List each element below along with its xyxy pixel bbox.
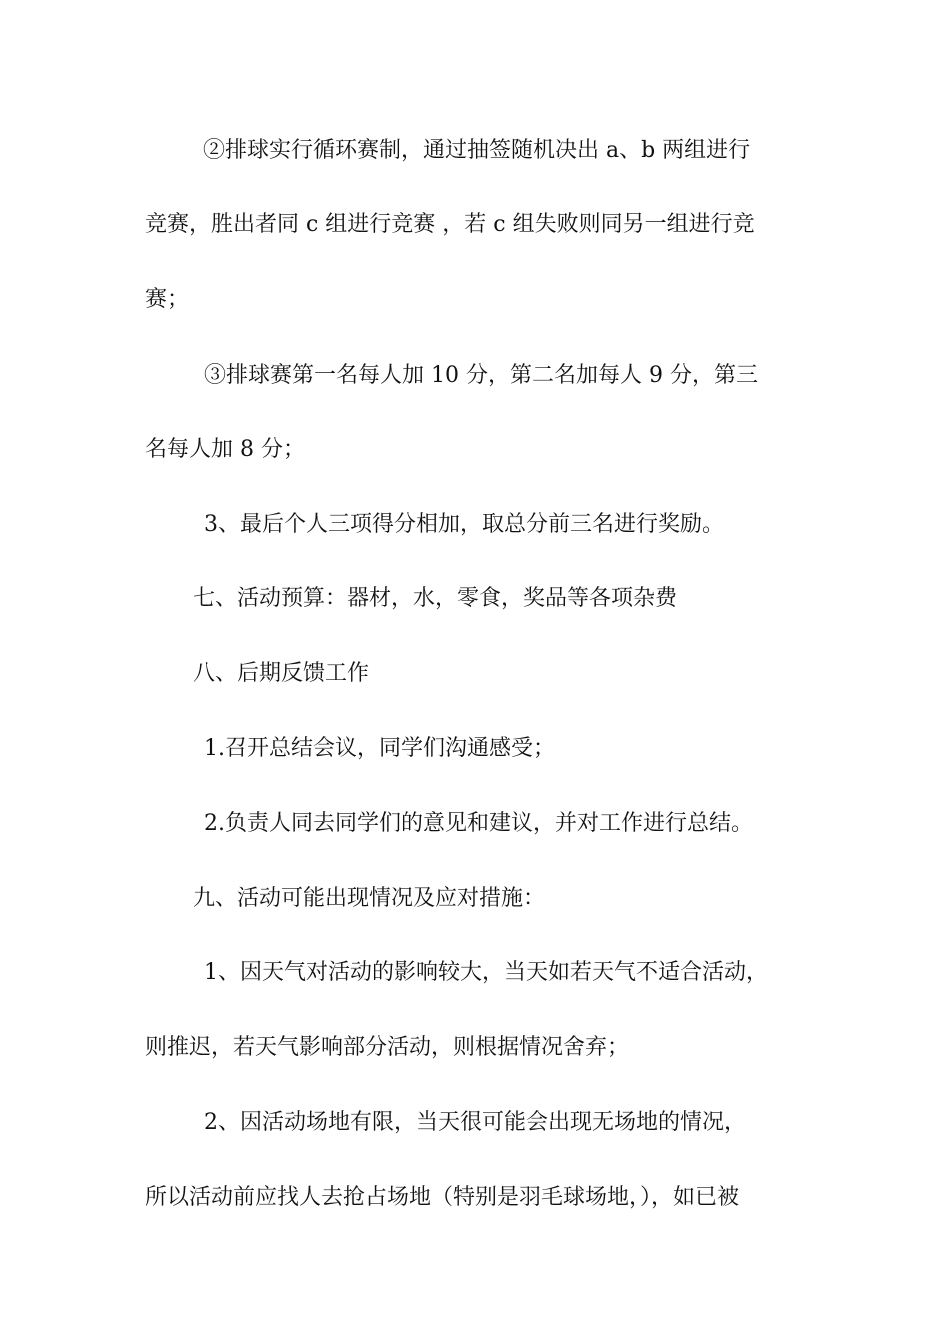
text-line: 1.召开总结会议，同学们沟通感受； [204,736,555,761]
text-line: 1、因天气对活动的影响较大，当天如若天气不适合活动， [204,960,768,985]
text-line: 2.负责人同去同学们的意见和建议，并对工作进行总结。 [204,811,753,836]
text-line: ②排球实行循环赛制，通过抽签随机决出 a、b 两组进行 [203,138,751,163]
text-line: 竞赛，胜出者同 c 组进行竞赛 ，若 c 组失败则同另一组进行竞 [145,212,755,237]
text-line: 所以活动前应找人去抢占场地（特别是羽毛球场地，），如已被 [145,1185,740,1210]
section-heading: 八、后期反馈工作 [193,661,370,686]
text-line: 赛； [145,287,190,312]
text-line: 则推迟，若天气影响部分活动，则根据情况舍弃； [145,1035,630,1060]
text-line: ③排球赛第一名每人加 10 分，第二名加每人 9 分，第三 [204,363,758,388]
section-heading: 七、活动预算：器材，水，零食，奖品等各项杂费 [193,586,678,611]
text-line: 3、最后个人三项得分相加，取总分前三名进行奖励。 [204,512,724,537]
text-line: 2、因活动场地有限，当天很可能会出现无场地的情况， [204,1110,746,1135]
text-line: 名每人加 8 分； [145,437,305,462]
section-heading: 九、活动可能出现情况及应对措施： [193,886,546,911]
